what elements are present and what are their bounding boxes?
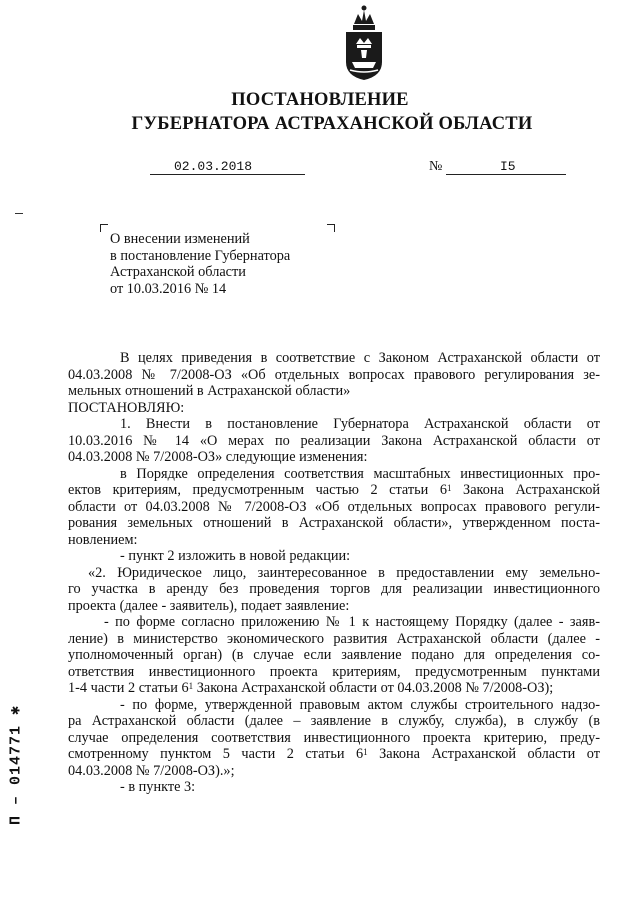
text-line: 1-4 части 2 статьи $6^1$ Закона Астраханской области от 04.03.2008 № 7/2008-ОЗ); xyxy=(68,680,554,696)
margin-mark xyxy=(15,213,23,214)
text-line: 04.03.2008 № 7/2008-ОЗ «Об отдельных вопросах правового регулирования зе- xyxy=(68,366,600,383)
text-line: мельных отношений в Астраханской области» xyxy=(68,383,351,399)
coat-of-arms-emblem xyxy=(340,4,388,82)
text-line: рования земельных отношений в Астраханской области», утвержденном поста- xyxy=(68,515,600,531)
text-line: смотренному пунктом 5 части 2 статьи $6^1$ Закона Астраханской области от xyxy=(68,746,600,762)
document-subject xyxy=(110,231,290,297)
text-line: уполномоченный орган) (в случае если заявление подано для определения со- xyxy=(68,647,600,663)
text-line: 1. Внести в постановление Губернатора Астраханской области от xyxy=(120,416,600,432)
document-date: 02.03.2018 xyxy=(174,159,253,174)
text-line: 04.03.2008 № 7/2008-ОЗ» следующие изменения: xyxy=(68,449,368,465)
subject-line: от 10.03.2016 № 14 xyxy=(110,280,227,297)
text-line: - пункт 2 изложить в новой редакции: xyxy=(120,548,351,564)
number-label: № xyxy=(429,159,443,174)
text-line: ответствия инвестиционного проекта критериям, предусмотренным пунктами xyxy=(68,663,600,680)
text-line: - по форме согласно приложению № 1 к настоящему Порядку (далее - заяв- xyxy=(104,614,600,630)
text-line: 04.03.2008 № 7/2008-ОЗ).»; xyxy=(68,762,235,779)
text-line: В целях приведения в соответствие с Законом Астраханской области от xyxy=(120,350,600,366)
text-line: новлением: xyxy=(68,531,138,548)
text-line: ление) в министерство экономического развития Астраханской области (далее - xyxy=(68,630,600,647)
resolve-heading: ПОСТАНОВЛЯЮ: xyxy=(68,399,185,416)
subject-line: в постановление Губернатора xyxy=(110,247,291,264)
subject-line: Астраханской области xyxy=(110,264,246,280)
text-line: ра Астраханской области (далее – заявление в службу, служба), в службу (в xyxy=(68,713,600,729)
subject-line: О внесении изменений xyxy=(110,231,250,247)
text-line: ектов критериям, предусмотренным частью 2 статьи $6^1$ Закона Астраханской xyxy=(68,482,601,498)
text-line: проекта (далее - заявитель), подает заявление: xyxy=(68,597,350,614)
serial-number-stamp xyxy=(2,690,28,840)
document-issuer: ГУБЕРНАТОРА АСТРАХАНСКОЙ ОБЛАСТИ xyxy=(131,114,533,134)
text-line: - в пункте 3: xyxy=(120,779,196,795)
subject-bracket-left xyxy=(100,224,108,232)
document-number: I5 xyxy=(500,159,516,174)
serial-number: П – 014771 ✱ xyxy=(7,704,25,826)
text-line: 10.03.2016 № 14 «О мерах по реализации Закона Астраханской области от xyxy=(68,432,600,449)
document-body xyxy=(68,350,600,796)
text-line: - по форме, утвержденной правовым актом службы строительного надзо- xyxy=(120,696,600,713)
subject-bracket-right xyxy=(327,224,335,232)
text-line: области от 04.03.2008 № 7/2008-ОЗ «Об отдельных вопросах правового регули- xyxy=(68,498,600,515)
document-title: ПОСТАНОВЛЕНИЕ xyxy=(231,90,409,110)
text-line: го участка в аренду без проведения торгов для реализации инвестиционного xyxy=(68,581,600,597)
text-line: «2. Юридическое лицо, заинтересованное в предоставлении ему земельно- xyxy=(88,564,600,581)
text-line: случае определения соответствия инвестиционного проекта критерию, преду- xyxy=(68,729,600,746)
text-line: в Порядке определения соответствия масштабных инвестиционных про- xyxy=(120,465,600,482)
